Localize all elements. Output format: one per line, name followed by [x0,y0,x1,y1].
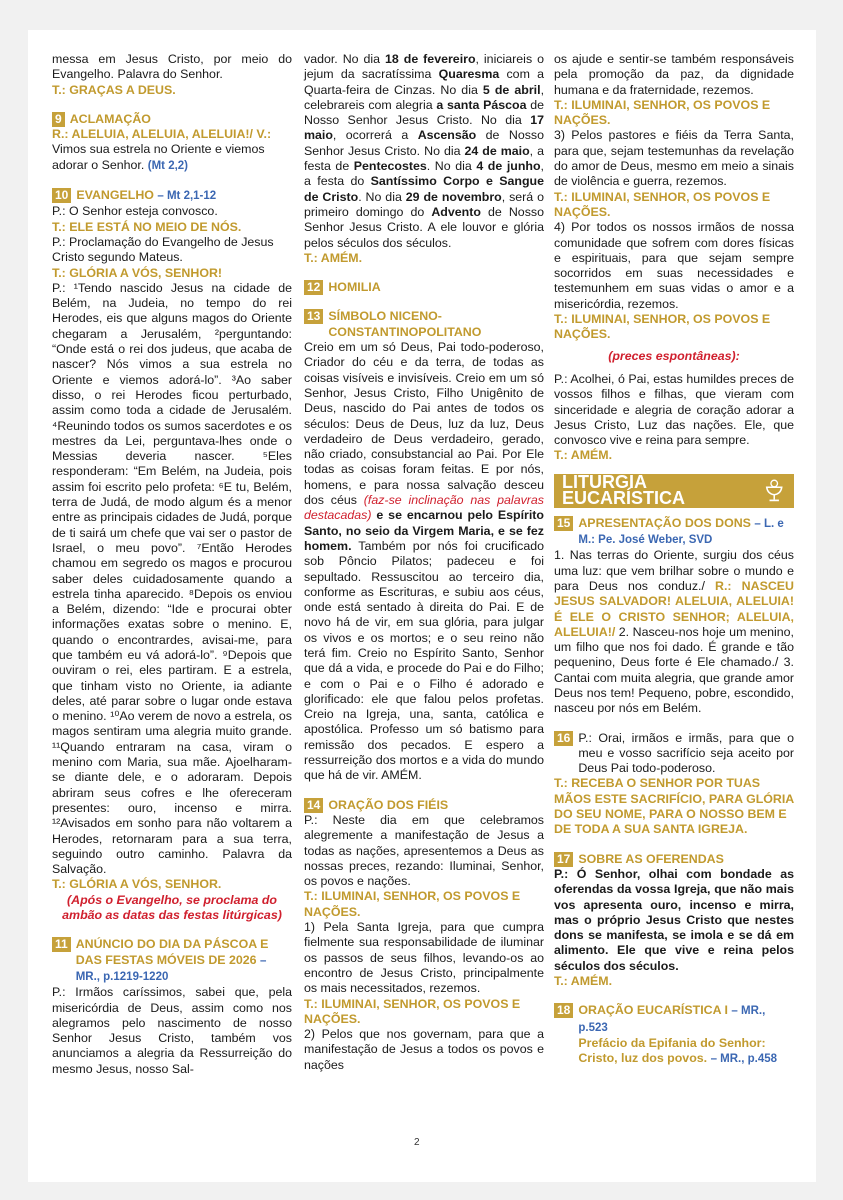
section-13-header [304,309,544,340]
section-title: APRESENTAÇÃO DOS DONS [578,515,751,530]
offerings-prayer: P.: Ó Senhor, olhai com bondade as oferendas da vossa Igreja, que não mais vos apresenta ouro, incenso e mirra, mas o próprio Jesus Cristo que nestes dons se manifesta, se imola e se dá em alimento. Ele que vive e reina pelos séculos dos séculos. [554,866,794,973]
section-17-header [554,852,794,867]
feasts-announcement: vador. No dia 18 de fevereiro, iniciareis o jejum da sacratíssima Quaresma com a Quarta-feira de Cinzas. No dia 5 de abril, celebrareis com alegria a santa Páscoa de Nosso Senhor Jesus Cristo. No dia 17 maio, ocorrerá a Ascensão de Nosso Senhor Jesus Cristo. No dia 24 de maio, a festa de Pentecostes. No dia 4 de junho, a festa do Santíssimo Corpo e Sangue de Cristo. No dia 29 de novembro, será o primeiro domingo do Advento de Nosso Senhor Jesus Cristo. A ele louvor e glória pelos séculos dos séculos. [304,52,545,250]
intention-3: 3) Pelos pastores e fiéis da Terra Santa, para que, sejam testemunhas da revelação do amor de Deus, mesmo em meio a sinais de violência e guerra, rezemos. [554,128,794,189]
priest-line: P.: Proclamação do Evangelho de Jesus Cristo segundo Mateus. [52,234,274,265]
column-3 [554,52,794,1068]
response: T.: ILUMINAI, SENHOR, OS POVOS E NAÇÕES. [304,889,521,919]
section-title: ORAÇÃO DOS FIÉIS [328,797,449,812]
section-title: EVANGELHO [76,188,154,203]
orate-fratres: P.: Orai, irmãos e irmãs, para que o meu e vosso sacrifício seja aceito por Deus Pai todo-poderoso. [578,730,794,776]
section-title: SOBRE AS OFERENDAS [578,851,724,866]
section-number: 10 [52,188,71,203]
creed-text: Creio em um só Deus, Pai todo-poderoso, Criador do céu e da terra, de todas as coisas visíveis e invisíveis. Creio em um só Senhor, Jesus Cristo, Filho Unigênito de Deus, nascido do Pai antes de todos os séculos: Deus de Deus, luz da luz, Deus verdadeiro de Deus verdadeiro, gerado, não criado, consubstancial ao Pai. Por Ele todas as coisas foram feitas. E por nós, homens, e para nossa salvação desceu dos céus (faz-se inclinação nas palavras destacadas) e se encarnou pelo Espírito Santo, no seio da Virgem Maria, e se fez homem. Também por nós foi crucificado sob Pôncio Pilatos; padeceu e foi sepultado. Ressuscitou ao terceiro dia, conforme as Escrituras, e subiu aos céus, onde está sentado à direita do Pai. E de novo há de vir, em sua glória, para julgar os vivos e os mortos; e o seu reino não terá fim. Creio no Espírito Santo, Senhor que dá a vida, e procede do Pai e do Filho; e com o Pai e o Filho é adorado e glorificado: ele que falou pelos profetas. Creio na Igreja, una, santa, católica e apostólica. Professo um só batismo para remissão dos pecados. E espero a ressurreição dos mortos e a vida do mundo que há de vir. AMÉM. [304,340,544,783]
response: T.: ELE ESTÁ NO MEIO DE NÓS. [52,219,242,234]
section-18-header [554,1003,794,1067]
section-title: ANÚNCIO DO DIA DA PÁSCOA E DAS FESTAS MÓVEIS DE 2026 [75,937,269,967]
section-14-header [304,798,544,813]
section-number: 9 [52,112,65,127]
response: T.: ILUMINAI, SENHOR, OS POVOS E NAÇÕES. [554,312,771,342]
preface-title: Prefácio da Epifania do Senhor: Cristo, luz dos povos. [578,1035,766,1066]
column-1 [52,52,292,1077]
section-10-header [52,188,292,204]
creed-rubric: (faz-se inclinação nas palavras destacadas) [304,493,544,523]
section-number: 14 [304,798,323,813]
response: T.: GLÓRIA A VÓS, SENHOR! [52,265,223,280]
liturgy-eucharist-banner [554,474,794,508]
section-title: ORAÇÃO EUCARÍSTICA I [578,1003,728,1018]
closing-prayer: P.: Acolhei, ó Pai, estas humildes preces de vossos filhos e filhas, que vieram com sinceridade e alegria de coração adorar a Jesus Cristo, Luz das nações. Ele, que convosco vive e reina para sempre. [554,371,794,448]
intro-text: messa em Jesus Cristo, por meio do Evangelho. Palavra do Senhor. [52,52,292,82]
announcement-text: P.: Irmãos caríssimos, sabei que, pela misericórdia de Deus, assim como nos alegramos pelo nascimento de nosso Senhor Jesus Cristo, também vos anunciamos a alegria da Ressurreição do mesmo Jesus, nosso Sal- [52,985,292,1076]
intention-2: 2) Pelos que nos governam, para que a manifestação de Jesus a todos os povos e nações [304,1027,544,1072]
section-number: 18 [554,1003,573,1018]
section-number: 16 [554,731,573,746]
scripture-ref: – Mt 2,1-12 [157,190,217,203]
intention-4: 4) Por todos os nossos irmãos de nossa comunidade que sofrem com dores físicas e espirituais, para que sejam sempre socorridos em suas necessidades e testemunhem em suas vidas o amor e a misericórdia, rezemos. [554,220,794,311]
prayer-intro: P.: Neste dia em que celebramos alegremente a manifestação de Jesus a todas as nações, apresentemos a Deus as nossas preces, rezando: Iluminai, Senhor, os povos e nações. [304,812,544,889]
author-ref: – L. e M.: Pe. José Weber, SVD [578,517,784,547]
response: T.: ILUMINAI, SENHOR, OS POVOS E NAÇÕES. [554,97,771,128]
acclamation-verse: Vimos sua estrela no Oriente e viemos adorar o Senhor. (Mt 2,2) [52,142,265,172]
gospel-text: P.: ¹Tendo nascido Jesus na cidade de Belém, na Judeia, no tempo do rei Herodes, eis que alguns magos do Oriente chegaram a Jerusalém, ²perguntando: “Onde está o rei dos judeus, que acaba de nascer? Nós vimos a sua estrela no Oriente e viemos adorá-lo”. ³Ao saber disso, o rei Herodes ficou perturbado, assim como toda a cidade de Jerusalém. ⁴Reunindo todos os sumos sacerdotes e os mestres da Lei, perguntava-lhes onde o Messias deveria nascer. ⁵Eles responderam: “Em Belém, na Judeia, pois assim foi escrito pelo profeta: ⁶E tu, Belém, terra de Judá, de modo algum és a menor entre as principais cidades de Judá, porque de ti sairá um chefe que vai ser o pastor de Israel, o meu povo”. ⁷Então Herodes chamou em segredo os magos e procurou saber deles cuidadosamente quando a estrela tinha aparecido. ⁸Depois os enviou a Belém, dizendo: “Ide e procurai obter informações exatas sobre o menino. E, quando o encontrardes, avisai-me, para que também eu vá adorá-lo”. ⁹Depois que ouviram o rei, eles partiram. E a estrela, que tinham visto no Oriente, ia adiante deles, até parar sobre o lugar onde estava o menino. ¹⁰Ao verem de novo a estrela, os magos sentiram uma alegria muito grande. ¹¹Quando entraram na casa, viram o menino com Maria, sua mãe. Ajoelharam-se diante dele, e o adoraram. Depois abriram seus cofres e lhe ofereceram presentes: ouro, incenso e mirra. ¹²Avisados em sonho para não voltarem a Herodes, retornaram para a sua terra, seguindo outro caminho. Palavra da Salvação. [52,280,292,877]
missal-ref: – MR., p.523 [578,1005,766,1034]
section-title: SÍMBOLO NICENO-CONSTANTINOPOLITANO [328,309,482,339]
response: T.: AMÉM. [554,448,613,463]
banner-title: LITURGIA EUCARÍSTICA [562,472,686,508]
chalice-icon [762,478,786,504]
response: T.: GLÓRIA A VÓS, SENHOR. [52,877,222,892]
page [28,30,816,1182]
section-number: 17 [554,852,573,867]
spontaneous-prayers: (preces espontâneas): [608,348,740,363]
column-2 [304,52,544,1073]
scripture-ref: (Mt 2,2) [147,159,189,172]
response: T.: ILUMINAI, SENHOR, OS POVOS E NAÇÕES. [554,189,771,219]
section-15-header [554,516,794,549]
priest-line: P.: O Senhor esteja convosco. [52,204,218,219]
response: T.: ILUMINAI, SENHOR, OS POVOS E NAÇÕES. [304,996,521,1026]
section-9-header [52,112,292,127]
response: T.: AMÉM. [304,250,363,265]
offertory-hymn: 1. Nas terras do Oriente, surgiu dos céus uma luz: que vem brilhar sobre o mundo e para Deus nos conduz./ R.: NASCEU JESUS SALVADOR! ALELUIA, ALELUIA! É ELE O CRISTO SENHOR; ALELUIA, ALELUIA!/ 2. Nasceu-nos hoje um menino, um filho que nos foi dado. É grande e tão pequenino, Deus forte é Ele chamado./ 3. Cantai com muita alegria, que grande amor Deus nos tem! Pequeno, pobre, escondido, nasceu por nós em Belém. [554,548,794,716]
section-number: 11 [52,937,71,952]
page-number: 2 [414,1137,420,1148]
intention-1: 1) Pela Santa Igreja, para que cumpra fielmente sua responsabilidade de iluminar os passos de seus filhos, levando-os ao encontro de Jesus Cristo, principalmente os mais necessitados, rezemos. [304,920,544,996]
acclamation-response: R.: ALELUIA, ALELUIA, ALELUIA!/ V.: [52,127,272,142]
section-12-header [304,280,544,295]
missal-ref: – MR., p.1219-1220 [75,954,267,983]
rubric-note: (Após o Evangelho, se proclama do ambão as datas das festas litúrgicas) [62,892,282,923]
section-number: 12 [304,280,323,295]
section-title: HOMILIA [328,280,381,295]
intention-2-cont: os ajude e sentir-se também responsáveis pela promoção da paz, da dignidade humana e da fraternidade, rezemos. [554,52,794,97]
section-number: 13 [304,309,323,324]
section-title: ACLAMAÇÃO [69,111,151,126]
response: T.: GRAÇAS A DEUS. [52,82,176,97]
section-number: 15 [554,516,573,531]
response: T.: AMÉM. [554,974,613,989]
response: T.: RECEBA O SENHOR POR TUAS MÃOS ESTE SACRIFÍCIO, PARA GLÓRIA DO SEU NOME, PARA O NOSSO BEM E DE TODA A SUA SANTA IGREJA. [554,776,794,837]
missal-ref: – MR., p.458 [710,1053,778,1066]
section-11-header [52,937,292,985]
section-16-header [554,731,794,777]
